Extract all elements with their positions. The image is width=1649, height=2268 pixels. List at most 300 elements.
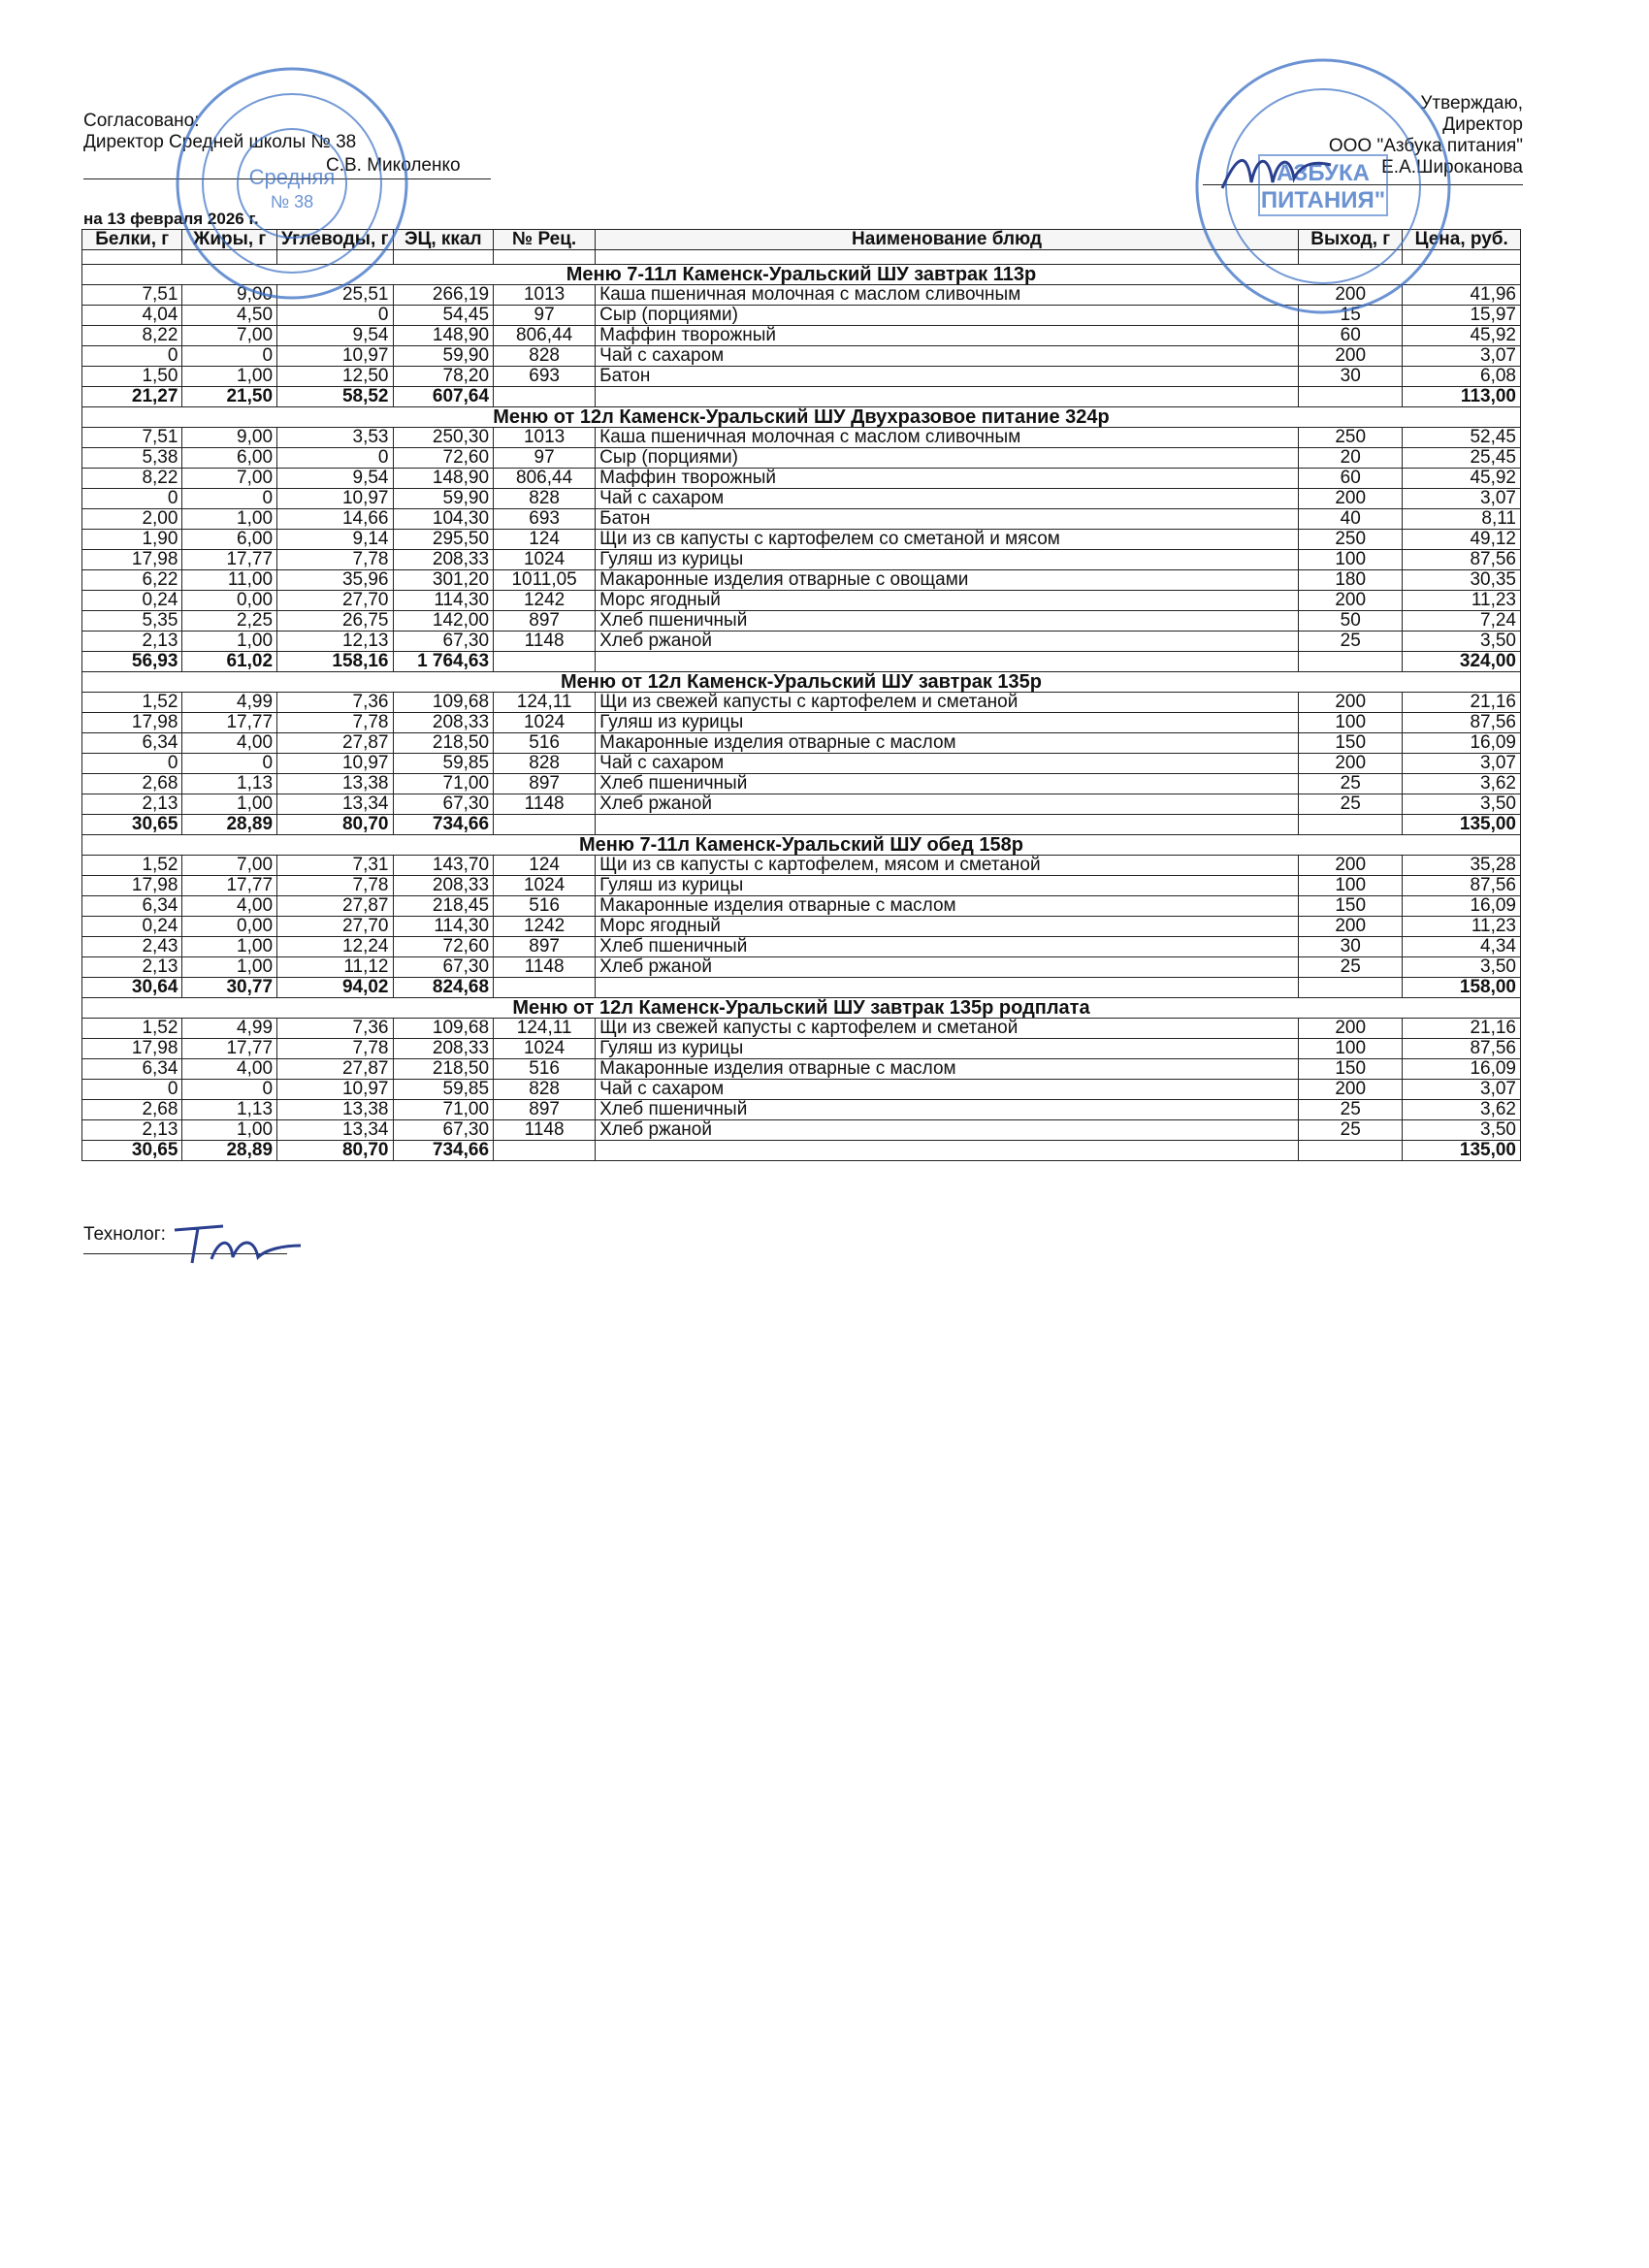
cell-recipe: 124,11 xyxy=(494,693,596,713)
table-row xyxy=(82,1080,1521,1100)
cell-portion: 50 xyxy=(1298,611,1403,632)
spacer-cell xyxy=(1298,250,1403,265)
cell-fat: 2,25 xyxy=(182,611,277,632)
table-header-row xyxy=(82,230,1521,250)
cell-recipe: 516 xyxy=(494,896,596,917)
cell-portion: 25 xyxy=(1298,794,1403,815)
cell-price: 4,34 xyxy=(1403,937,1521,957)
cell-dish-name: Маффин творожный xyxy=(596,326,1299,346)
cell-fat: 17,77 xyxy=(182,550,277,570)
cell-portion: 250 xyxy=(1298,530,1403,550)
cell-dish-name: Щи из св капусты с картофелем, мясом и сметаной xyxy=(596,856,1299,876)
table-row xyxy=(82,876,1521,896)
cell-fat: 0,00 xyxy=(182,591,277,611)
cell-recipe: 1013 xyxy=(494,285,596,306)
cell-recipe: 97 xyxy=(494,306,596,326)
cell-fat: 1,00 xyxy=(182,937,277,957)
cell-portion: 25 xyxy=(1298,1120,1403,1141)
cell-fat: 61,02 xyxy=(182,652,277,672)
cell-dish-name: Гуляш из курицы xyxy=(596,713,1299,733)
cell-dish-name: Каша пшеничная молочная с маслом сливочным xyxy=(596,428,1299,448)
cell-portion: 200 xyxy=(1298,285,1403,306)
cell-portion: 25 xyxy=(1298,1100,1403,1120)
column-header-carbs: Углеводы, г xyxy=(277,230,393,250)
svg-text:АЗБУКА: АЗБУКА xyxy=(1277,160,1370,186)
cell-recipe: 1024 xyxy=(494,876,596,896)
cell-carbs: 26,75 xyxy=(277,611,393,632)
cell-price: 324,00 xyxy=(1403,652,1521,672)
cell-recipe: 828 xyxy=(494,754,596,774)
cell-dish-name: Сыр (порциями) xyxy=(596,306,1299,326)
approval-left-block xyxy=(83,111,461,176)
cell-protein: 2,43 xyxy=(82,937,182,957)
cell-portion: 200 xyxy=(1298,1080,1403,1100)
cell-price: 3,07 xyxy=(1403,346,1521,367)
cell-energy: 218,50 xyxy=(393,1059,494,1080)
section-title-row xyxy=(82,265,1521,285)
approval-right-company: ООО "Азбука питания" xyxy=(1328,136,1523,156)
cell-protein: 8,22 xyxy=(82,469,182,489)
cell-portion xyxy=(1298,652,1403,672)
cell-fat: 4,00 xyxy=(182,1059,277,1080)
cell-price: 87,56 xyxy=(1403,713,1521,733)
cell-carbs: 13,34 xyxy=(277,1120,393,1141)
cell-energy: 54,45 xyxy=(393,306,494,326)
cell-fat: 17,77 xyxy=(182,876,277,896)
cell-dish-name: Макаронные изделия отварные с овощами xyxy=(596,570,1299,591)
cell-recipe: 124 xyxy=(494,530,596,550)
cell-protein: 5,38 xyxy=(82,448,182,469)
cell-price: 3,50 xyxy=(1403,957,1521,978)
cell-protein: 2,13 xyxy=(82,957,182,978)
section-title-row xyxy=(82,998,1521,1019)
svg-text:№ 38: № 38 xyxy=(270,192,314,211)
cell-price: 49,12 xyxy=(1403,530,1521,550)
cell-energy: 734,66 xyxy=(393,815,494,835)
cell-price: 52,45 xyxy=(1403,428,1521,448)
cell-protein: 17,98 xyxy=(82,550,182,570)
cell-fat: 0 xyxy=(182,1080,277,1100)
cell-energy: 250,30 xyxy=(393,428,494,448)
cell-recipe: 124 xyxy=(494,856,596,876)
cell-portion xyxy=(1298,387,1403,407)
table-row xyxy=(82,774,1521,794)
cell-fat: 1,00 xyxy=(182,957,277,978)
cell-recipe: 828 xyxy=(494,489,596,509)
cell-portion: 200 xyxy=(1298,917,1403,937)
cell-portion: 200 xyxy=(1298,1019,1403,1039)
cell-carbs: 7,78 xyxy=(277,713,393,733)
cell-dish-name xyxy=(596,1141,1299,1161)
cell-price: 45,92 xyxy=(1403,469,1521,489)
table-row xyxy=(82,509,1521,530)
cell-price: 21,16 xyxy=(1403,693,1521,713)
cell-protein: 1,52 xyxy=(82,693,182,713)
table-row xyxy=(82,469,1521,489)
cell-fat: 28,89 xyxy=(182,1141,277,1161)
cell-carbs: 13,38 xyxy=(277,1100,393,1120)
cell-portion xyxy=(1298,815,1403,835)
cell-fat: 11,00 xyxy=(182,570,277,591)
cell-protein: 56,93 xyxy=(82,652,182,672)
table-row xyxy=(82,917,1521,937)
cell-energy: 59,85 xyxy=(393,1080,494,1100)
cell-price: 158,00 xyxy=(1403,978,1521,998)
cell-fat: 9,00 xyxy=(182,428,277,448)
cell-carbs: 3,53 xyxy=(277,428,393,448)
cell-carbs: 12,24 xyxy=(277,937,393,957)
cell-recipe xyxy=(494,652,596,672)
table-row xyxy=(82,1039,1521,1059)
cell-dish-name: Чай с сахаром xyxy=(596,346,1299,367)
cell-protein: 4,04 xyxy=(82,306,182,326)
cell-energy: 218,50 xyxy=(393,733,494,754)
spacer-cell xyxy=(277,250,393,265)
section-title-row xyxy=(82,835,1521,856)
cell-portion: 60 xyxy=(1298,469,1403,489)
cell-dish-name: Маффин творожный xyxy=(596,469,1299,489)
cell-energy: 208,33 xyxy=(393,876,494,896)
cell-carbs: 12,50 xyxy=(277,367,393,387)
cell-recipe: 97 xyxy=(494,448,596,469)
table-row xyxy=(82,957,1521,978)
cell-dish-name: Хлеб ржаной xyxy=(596,957,1299,978)
section-total-row xyxy=(82,1141,1521,1161)
cell-portion: 30 xyxy=(1298,367,1403,387)
cell-fat: 4,50 xyxy=(182,306,277,326)
cell-portion: 150 xyxy=(1298,1059,1403,1080)
cell-dish-name: Щи из свежей капусты с картофелем и сметаной xyxy=(596,1019,1299,1039)
cell-portion: 200 xyxy=(1298,591,1403,611)
cell-price: 113,00 xyxy=(1403,387,1521,407)
cell-energy: 59,90 xyxy=(393,346,494,367)
cell-price: 87,56 xyxy=(1403,550,1521,570)
table-row xyxy=(82,754,1521,774)
cell-fat: 4,00 xyxy=(182,733,277,754)
cell-protein: 2,68 xyxy=(82,774,182,794)
cell-portion: 200 xyxy=(1298,693,1403,713)
cell-carbs: 7,78 xyxy=(277,876,393,896)
cell-recipe: 1148 xyxy=(494,1120,596,1141)
cell-fat: 0,00 xyxy=(182,917,277,937)
cell-carbs: 27,87 xyxy=(277,733,393,754)
spacer-cell xyxy=(182,250,277,265)
cell-recipe: 897 xyxy=(494,1100,596,1120)
svg-text:Средняя: Средняя xyxy=(248,165,336,189)
cell-price: 3,50 xyxy=(1403,794,1521,815)
spacer-cell xyxy=(1403,250,1521,265)
cell-recipe xyxy=(494,978,596,998)
cell-carbs: 10,97 xyxy=(277,754,393,774)
cell-carbs: 80,70 xyxy=(277,1141,393,1161)
cell-dish-name: Чай с сахаром xyxy=(596,754,1299,774)
director-signature xyxy=(1218,144,1335,202)
cell-energy: 1 764,63 xyxy=(393,652,494,672)
cell-recipe xyxy=(494,387,596,407)
cell-carbs: 158,16 xyxy=(277,652,393,672)
cell-price: 87,56 xyxy=(1403,876,1521,896)
cell-dish-name xyxy=(596,978,1299,998)
cell-fat: 6,00 xyxy=(182,530,277,550)
cell-protein: 2,13 xyxy=(82,794,182,815)
cell-portion: 25 xyxy=(1298,632,1403,652)
cell-recipe: 124,11 xyxy=(494,1019,596,1039)
cell-carbs: 35,96 xyxy=(277,570,393,591)
approval-left-position: Директор Средней школы № 38 xyxy=(83,132,357,152)
section-total-row xyxy=(82,652,1521,672)
cell-fat: 7,00 xyxy=(182,326,277,346)
cell-carbs: 94,02 xyxy=(277,978,393,998)
table-row xyxy=(82,1120,1521,1141)
cell-energy: 148,90 xyxy=(393,469,494,489)
cell-protein: 0 xyxy=(82,1080,182,1100)
cell-dish-name xyxy=(596,815,1299,835)
cell-energy: 143,70 xyxy=(393,856,494,876)
cell-portion: 15 xyxy=(1298,306,1403,326)
cell-energy: 114,30 xyxy=(393,917,494,937)
cell-protein: 1,52 xyxy=(82,856,182,876)
cell-energy: 824,68 xyxy=(393,978,494,998)
table-row xyxy=(82,632,1521,652)
menu-table xyxy=(81,229,1521,1161)
cell-energy: 208,33 xyxy=(393,713,494,733)
cell-portion: 200 xyxy=(1298,856,1403,876)
section-title-row xyxy=(82,672,1521,693)
cell-carbs: 10,97 xyxy=(277,1080,393,1100)
cell-fat: 1,00 xyxy=(182,509,277,530)
approval-right-block xyxy=(1329,93,1523,178)
cell-portion: 20 xyxy=(1298,448,1403,469)
cell-fat: 1,00 xyxy=(182,632,277,652)
cell-energy: 104,30 xyxy=(393,509,494,530)
cell-dish-name: Хлеб ржаной xyxy=(596,1120,1299,1141)
cell-fat: 9,00 xyxy=(182,285,277,306)
cell-recipe: 516 xyxy=(494,733,596,754)
cell-carbs: 58,52 xyxy=(277,387,393,407)
cell-dish-name: Каша пшеничная молочная с маслом сливочным xyxy=(596,285,1299,306)
menu-table-body xyxy=(82,250,1521,1161)
cell-dish-name: Макаронные изделия отварные с маслом xyxy=(596,1059,1299,1080)
cell-energy: 295,50 xyxy=(393,530,494,550)
cell-carbs: 27,87 xyxy=(277,896,393,917)
cell-price: 30,35 xyxy=(1403,570,1521,591)
cell-energy: 67,30 xyxy=(393,794,494,815)
cell-recipe: 693 xyxy=(494,509,596,530)
cell-portion: 150 xyxy=(1298,733,1403,754)
cell-price: 45,92 xyxy=(1403,326,1521,346)
cell-dish-name: Хлеб ржаной xyxy=(596,632,1299,652)
cell-protein: 1,50 xyxy=(82,367,182,387)
cell-fat: 0 xyxy=(182,754,277,774)
spacer-cell xyxy=(393,250,494,265)
section-title: Меню 7-11л Каменск-Уральский ШУ завтрак 113р xyxy=(82,265,1521,285)
cell-fat: 7,00 xyxy=(182,856,277,876)
cell-price: 16,09 xyxy=(1403,1059,1521,1080)
approval-right-title: Утверждаю, xyxy=(1420,93,1523,113)
cell-protein: 6,22 xyxy=(82,570,182,591)
cell-dish-name: Макаронные изделия отварные с маслом xyxy=(596,896,1299,917)
cell-fat: 30,77 xyxy=(182,978,277,998)
section-total-row xyxy=(82,978,1521,998)
cell-price: 3,07 xyxy=(1403,754,1521,774)
cell-price: 16,09 xyxy=(1403,733,1521,754)
cell-energy: 218,45 xyxy=(393,896,494,917)
cell-dish-name xyxy=(596,387,1299,407)
cell-protein: 17,98 xyxy=(82,876,182,896)
table-row xyxy=(82,489,1521,509)
cell-portion xyxy=(1298,978,1403,998)
cell-price: 11,23 xyxy=(1403,917,1521,937)
approval-left-title: Согласовано: xyxy=(83,111,200,131)
cell-recipe: 897 xyxy=(494,937,596,957)
cell-protein: 2,68 xyxy=(82,1100,182,1120)
cell-fat: 28,89 xyxy=(182,815,277,835)
cell-energy: 114,30 xyxy=(393,591,494,611)
cell-fat: 0 xyxy=(182,489,277,509)
approval-left-name: С.В. Миколенко xyxy=(326,155,461,176)
cell-carbs: 7,36 xyxy=(277,1019,393,1039)
cell-carbs: 7,31 xyxy=(277,856,393,876)
cell-dish-name: Хлеб пшеничный xyxy=(596,1100,1299,1120)
table-row xyxy=(82,937,1521,957)
cell-price: 3,50 xyxy=(1403,1120,1521,1141)
table-row xyxy=(82,896,1521,917)
column-header-recipe: № Рец. xyxy=(494,230,596,250)
section-title: Меню от 12л Каменск-Уральский ШУ Двухразовое питание 324р xyxy=(82,407,1521,428)
table-row xyxy=(82,1100,1521,1120)
cell-portion: 100 xyxy=(1298,550,1403,570)
cell-recipe: 806,44 xyxy=(494,326,596,346)
cell-protein: 30,65 xyxy=(82,815,182,835)
cell-fat: 4,99 xyxy=(182,693,277,713)
cell-dish-name: Хлеб пшеничный xyxy=(596,774,1299,794)
cell-portion: 180 xyxy=(1298,570,1403,591)
cell-recipe: 828 xyxy=(494,346,596,367)
cell-fat: 0 xyxy=(182,346,277,367)
cell-dish-name: Морс ягодный xyxy=(596,591,1299,611)
approval-right-signature-line xyxy=(1203,184,1523,185)
cell-portion: 100 xyxy=(1298,1039,1403,1059)
table-row xyxy=(82,570,1521,591)
cell-portion: 200 xyxy=(1298,489,1403,509)
cell-recipe: 1011,05 xyxy=(494,570,596,591)
cell-dish-name: Макаронные изделия отварные с маслом xyxy=(596,733,1299,754)
column-header-dish-name: Наименование блюд xyxy=(596,230,1299,250)
spacer-cell xyxy=(494,250,596,265)
cell-portion: 150 xyxy=(1298,896,1403,917)
cell-price: 3,62 xyxy=(1403,1100,1521,1120)
table-row xyxy=(82,448,1521,469)
cell-dish-name: Чай с сахаром xyxy=(596,1080,1299,1100)
table-row xyxy=(82,346,1521,367)
table-row xyxy=(82,306,1521,326)
cell-energy: 72,60 xyxy=(393,448,494,469)
cell-carbs: 10,97 xyxy=(277,489,393,509)
cell-energy: 109,68 xyxy=(393,693,494,713)
cell-portion: 200 xyxy=(1298,346,1403,367)
cell-carbs: 25,51 xyxy=(277,285,393,306)
cell-energy: 208,33 xyxy=(393,550,494,570)
cell-carbs: 9,54 xyxy=(277,326,393,346)
cell-carbs: 27,70 xyxy=(277,917,393,937)
cell-price: 3,62 xyxy=(1403,774,1521,794)
cell-portion: 30 xyxy=(1298,937,1403,957)
spacer-cell xyxy=(596,250,1299,265)
cell-energy: 301,20 xyxy=(393,570,494,591)
cell-fat: 1,00 xyxy=(182,794,277,815)
document-date: на 13 февраля 2026 г. xyxy=(83,210,259,228)
cell-energy: 142,00 xyxy=(393,611,494,632)
cell-carbs: 10,97 xyxy=(277,346,393,367)
cell-carbs: 9,54 xyxy=(277,469,393,489)
section-title: Меню 7-11л Каменск-Уральский ШУ обед 158р xyxy=(82,835,1521,856)
cell-protein: 8,22 xyxy=(82,326,182,346)
column-header-price: Цена, руб. xyxy=(1403,230,1521,250)
cell-energy: 71,00 xyxy=(393,1100,494,1120)
cell-carbs: 7,36 xyxy=(277,693,393,713)
cell-recipe: 806,44 xyxy=(494,469,596,489)
cell-recipe: 897 xyxy=(494,774,596,794)
cell-price: 135,00 xyxy=(1403,815,1521,835)
cell-dish-name: Гуляш из курицы xyxy=(596,1039,1299,1059)
cell-protein: 2,13 xyxy=(82,632,182,652)
cell-recipe: 1242 xyxy=(494,917,596,937)
cell-energy: 266,19 xyxy=(393,285,494,306)
cell-carbs: 12,13 xyxy=(277,632,393,652)
column-header-portion: Выход, г xyxy=(1298,230,1403,250)
cell-recipe: 1242 xyxy=(494,591,596,611)
cell-recipe: 1148 xyxy=(494,794,596,815)
cell-fat: 4,00 xyxy=(182,896,277,917)
cell-recipe: 1024 xyxy=(494,1039,596,1059)
column-header-protein: Белки, г xyxy=(82,230,182,250)
cell-recipe: 1013 xyxy=(494,428,596,448)
cell-carbs: 7,78 xyxy=(277,1039,393,1059)
cell-recipe: 1148 xyxy=(494,957,596,978)
cell-protein: 6,34 xyxy=(82,1059,182,1080)
cell-carbs: 0 xyxy=(277,448,393,469)
cell-protein: 0,24 xyxy=(82,917,182,937)
cell-protein: 17,98 xyxy=(82,1039,182,1059)
cell-energy: 72,60 xyxy=(393,937,494,957)
cell-price: 21,16 xyxy=(1403,1019,1521,1039)
technologist-block xyxy=(83,1224,166,1246)
cell-carbs: 13,38 xyxy=(277,774,393,794)
cell-price: 16,09 xyxy=(1403,896,1521,917)
cell-carbs: 0 xyxy=(277,306,393,326)
cell-portion xyxy=(1298,1141,1403,1161)
cell-protein: 17,98 xyxy=(82,713,182,733)
cell-portion: 25 xyxy=(1298,957,1403,978)
cell-recipe: 1024 xyxy=(494,713,596,733)
cell-energy: 607,64 xyxy=(393,387,494,407)
cell-energy: 148,90 xyxy=(393,326,494,346)
cell-carbs: 27,70 xyxy=(277,591,393,611)
cell-price: 135,00 xyxy=(1403,1141,1521,1161)
cell-price: 6,08 xyxy=(1403,367,1521,387)
spacer-row xyxy=(82,250,1521,265)
cell-portion: 100 xyxy=(1298,876,1403,896)
table-row xyxy=(82,1019,1521,1039)
table-row xyxy=(82,1059,1521,1080)
cell-dish-name: Чай с сахаром xyxy=(596,489,1299,509)
cell-portion: 60 xyxy=(1298,326,1403,346)
cell-protein: 0 xyxy=(82,346,182,367)
cell-protein: 7,51 xyxy=(82,285,182,306)
cell-price: 3,07 xyxy=(1403,1080,1521,1100)
cell-dish-name: Батон xyxy=(596,367,1299,387)
cell-dish-name: Щи из св капусты с картофелем со сметаной и мясом xyxy=(596,530,1299,550)
